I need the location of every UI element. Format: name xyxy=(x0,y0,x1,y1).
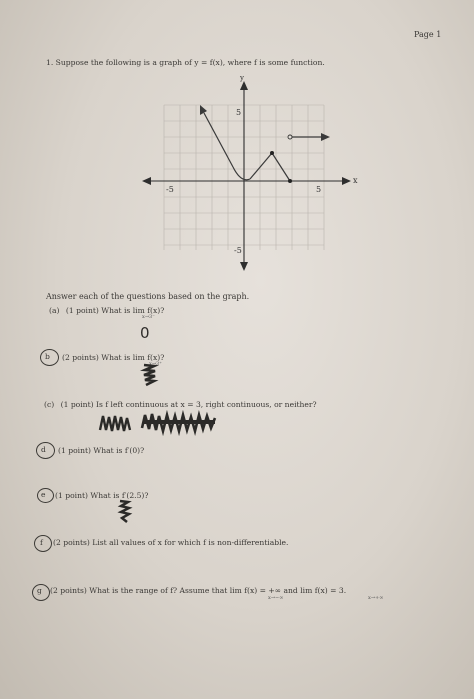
part-c-text: Is f left continuous at x = 3, right continuous, or neither? xyxy=(96,400,317,409)
y-tick-neg5: -5 xyxy=(234,246,242,255)
y-axis-arrow-up-icon xyxy=(240,81,248,90)
part-e-text: What is f′(2.5)? xyxy=(90,491,149,500)
x-tick-pos5: 5 xyxy=(316,185,322,194)
part-e-label: e xyxy=(41,490,46,499)
function-curve xyxy=(204,113,324,181)
part-c-scribble xyxy=(97,410,222,436)
x-axis-arrow-right-icon xyxy=(342,177,351,185)
part-g-lim2: lim xyxy=(300,586,313,595)
part-c-question xyxy=(44,400,317,409)
part-g-subscript-2: x→+∞ xyxy=(368,595,384,601)
part-a-function: f(x)? xyxy=(147,306,165,315)
graph-axes xyxy=(148,87,345,265)
filled-point-peak xyxy=(270,151,274,155)
part-e-points: (1 point) xyxy=(55,491,88,500)
y-axis-label: y xyxy=(240,75,244,82)
part-a-text: What is xyxy=(101,306,131,315)
part-a-label: (a) xyxy=(49,306,60,315)
function-graph xyxy=(140,75,365,275)
part-f-question xyxy=(53,538,288,547)
part-f-points: (2 points) xyxy=(53,538,90,547)
x-axis-label: x xyxy=(353,176,358,185)
part-g-text: What is the range of f? Assume that xyxy=(89,586,228,595)
part-a-limit-subscript: x→3⁻ xyxy=(142,314,155,320)
part-c-label: (c) xyxy=(44,400,55,409)
part-b-function: f(x)? xyxy=(147,353,165,362)
part-b-text: What is xyxy=(101,353,131,362)
part-b-limit-subscript: x→3⁺ xyxy=(149,361,162,367)
part-a-lim: lim xyxy=(132,306,145,315)
part-g-points: (2 points) xyxy=(50,586,87,595)
open-point-at-x3 xyxy=(288,135,292,139)
part-g-label: g xyxy=(37,586,42,595)
answer-instructions: Answer each of the questions based on the graph. xyxy=(46,292,250,301)
part-c-points: (1 point) xyxy=(60,400,94,409)
part-f-label: f xyxy=(40,538,43,547)
filled-point-at-x3 xyxy=(288,179,292,183)
question-number: 1. xyxy=(46,58,54,67)
part-b-points: (2 points) xyxy=(62,353,99,362)
part-g-question xyxy=(50,586,346,595)
x-axis-arrow-left-icon xyxy=(142,177,151,185)
question-text: Suppose the following is a graph of y = f(x), where f is some function. xyxy=(55,58,325,67)
part-f-text: List all values of x for which f is non-differentiable. xyxy=(92,538,289,547)
part-g-mid: f(x) = +∞ and xyxy=(244,586,298,595)
y-tick-pos5: 5 xyxy=(236,108,242,117)
question-1-prompt xyxy=(46,58,325,67)
curve-arrow-upper-left-icon xyxy=(200,105,207,115)
part-d-points: (1 point) xyxy=(58,446,91,455)
part-d-text: What is f′(0)? xyxy=(93,446,145,455)
page-number: Page 1 xyxy=(414,30,442,39)
part-a-points: (1 point) xyxy=(65,306,99,315)
part-e-question xyxy=(55,491,148,500)
part-e-scribble xyxy=(116,498,134,526)
part-d-label: d xyxy=(41,445,46,454)
curve-arrow-right-icon xyxy=(321,133,330,141)
part-d-question xyxy=(58,446,144,455)
part-b-label: b xyxy=(45,352,50,361)
part-g-lim1: lim xyxy=(229,586,242,595)
x-tick-neg5: -5 xyxy=(166,185,174,194)
part-b-scribble xyxy=(140,362,160,388)
part-f-circle xyxy=(34,535,52,552)
part-a-handwritten-answer: 0 xyxy=(140,324,150,342)
y-axis-arrow-down-icon xyxy=(240,262,248,271)
part-g-subscript-1: x→−∞ xyxy=(268,595,284,601)
part-g-tail: f(x) = 3. xyxy=(314,586,347,595)
part-b-lim: lim xyxy=(132,353,145,362)
